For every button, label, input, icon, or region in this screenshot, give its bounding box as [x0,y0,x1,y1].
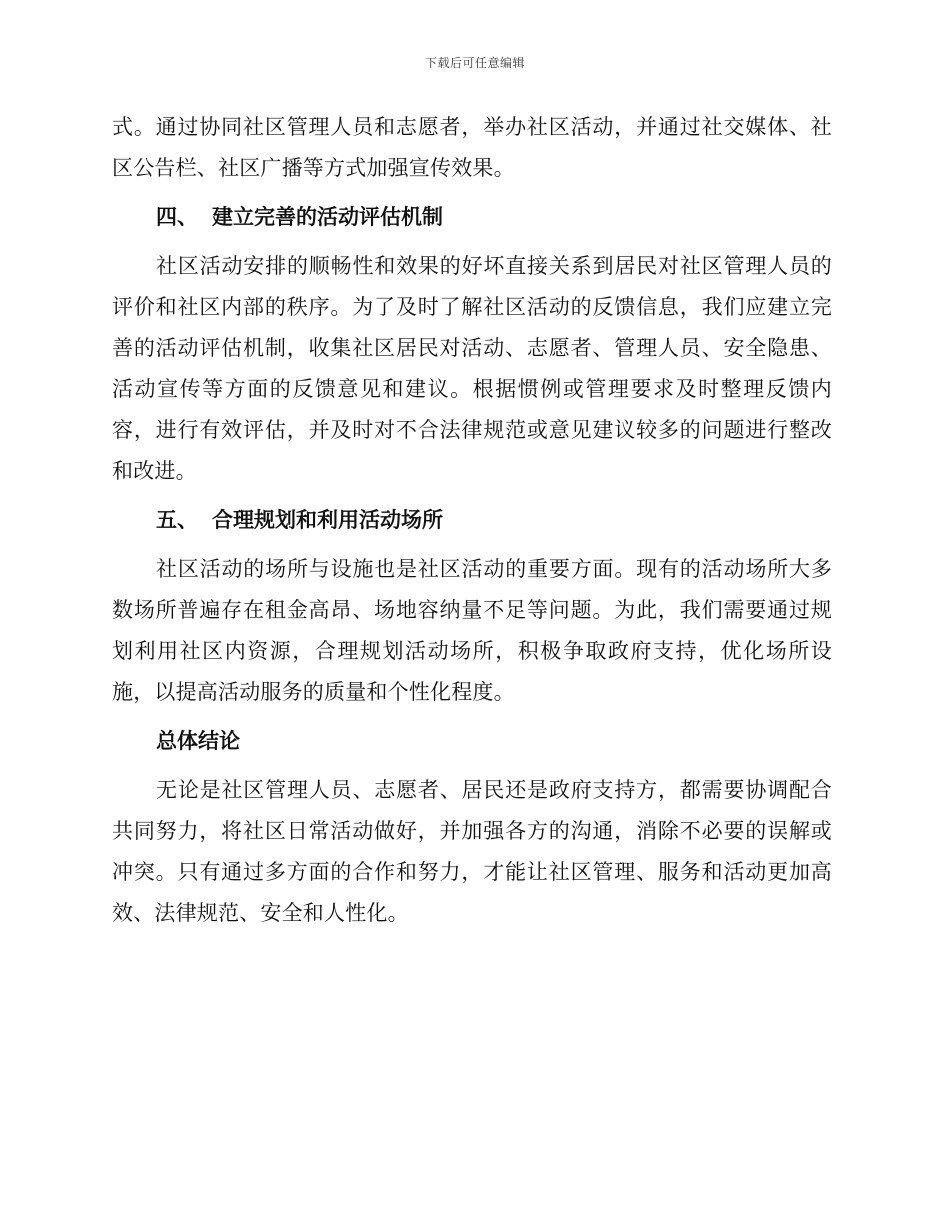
section-title: 建立完善的活动评估机制 [212,205,443,229]
section-heading-conclusion [112,721,832,762]
section-heading-5 [112,500,832,541]
section-number: 四、 [156,205,198,229]
page-header: 下载后可任意编辑 [424,56,525,70]
paragraph-evaluation: 社区活动安排的顺畅性和效果的好坏直接关系到居民对社区管理人员的评价和社区内部的秩序。为了及时了解社区活动的反馈信息，我们应建立完善的活动评估机制，收集社区居民对活动、志愿者、管理人员、安全隐患、活动宣传等方面的反馈意见和建议。根据惯例或管理要求及时整理反馈内容，进行有效评估，并及时对不合法律规范或意见建议较多的问题进行整改和改进。 [112,254,832,483]
paragraph-venues: 社区活动的场所与设施也是社区活动的重要方面。现有的活动场所大多数场所普遍存在租金高昂、场地容纳量不足等问题。为此，我们需要通过规划利用社区内资源，合理规划活动场所，积极争取政府支持，优化场所设施，以提高活动服务的质量和个性化程度。 [112,557,832,704]
section-title: 总体结论 [156,729,240,753]
document-body [112,107,832,942]
section-number: 五、 [156,508,198,532]
section-title: 合理规划和利用活动场所 [212,508,443,532]
section-heading-4 [112,197,832,238]
paragraph-conclusion: 无论是社区管理人员、志愿者、居民还是政府支持方，都需要协调配合共同努力，将社区日常活动做好，并加强各方的沟通，消除不必要的误解或冲突。只有通过多方面的合作和努力，才能让社区管理、服务和活动更加高效、法律规范、安全和人性化。 [112,778,832,925]
paragraph-continued: 式。通过协同社区管理人员和志愿者，举办社区活动，并通过社交媒体、社区公告栏、社区广播等方式加强宣传效果。 [112,115,832,180]
